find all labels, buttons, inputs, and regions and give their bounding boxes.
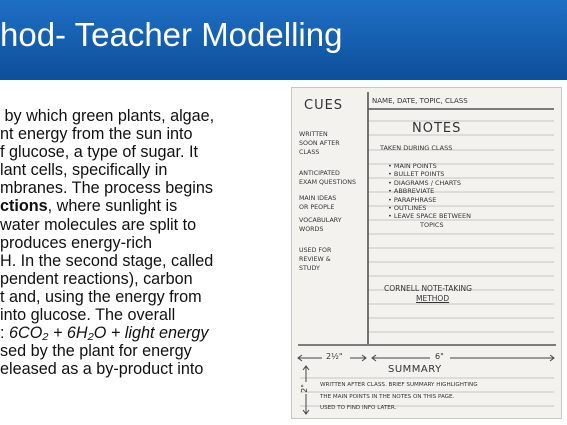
bullet-item: • LEAVE SPACE BETWEEN <box>388 212 471 221</box>
method-subtitle: METHOD <box>416 294 450 303</box>
bullet-item: • MAIN POINTS <box>388 162 437 170</box>
body-line: , where sunlight is <box>47 197 178 216</box>
bullet-item: • BULLET POINTS <box>388 170 445 179</box>
width-dimension-right: 6" <box>435 352 444 361</box>
summary-heading: SUMMARY <box>388 364 442 375</box>
bullet-item: • OUTLINES <box>388 204 427 213</box>
cues-heading: CUES <box>304 98 344 113</box>
width-dimension-left: 2½" <box>326 352 343 361</box>
body-line: H. In the second stage, called <box>0 251 214 270</box>
body-bold-term: ctions <box>0 197 48 216</box>
body-line: mbranes. The process begins <box>0 179 213 198</box>
body-line: water molecules are split to <box>0 215 197 234</box>
notes-bullet-list <box>388 162 471 229</box>
body-line: eleased as a by-product into <box>0 360 204 379</box>
method-title: CORNELL NOTE-TAKING <box>384 284 472 293</box>
taken-during-label: TAKEN DURING CLASS <box>380 144 453 152</box>
notes-heading: NOTES <box>412 121 462 136</box>
body-line: pendent reactions), carbon <box>0 269 193 288</box>
header-label: NAME, DATE, TOPIC, CLASS <box>372 97 468 105</box>
summary-text: WRITTEN AFTER CLASS. BRIEF SUMMARY HIGHLIGHTING THE MAIN POINTS IN THE NOTES ON THIS PAGE. USED TO FIND INFO LATER. <box>320 382 478 411</box>
body-line: produces energy-rich <box>0 233 153 252</box>
body-line: f glucose, a type of sugar. It <box>0 143 198 162</box>
slide-body-text <box>0 107 292 378</box>
height-dimension: 2" <box>299 384 309 393</box>
slide-title: hod- Teacher Modelling <box>0 16 343 53</box>
bullet-item: • ABBREVIATE <box>388 187 435 196</box>
body-line: into glucose. The overall <box>0 306 176 325</box>
body-line: lant cells, specifically in <box>0 161 168 180</box>
body-line: sed by the plant for energy <box>0 342 192 361</box>
body-line: : <box>0 324 9 343</box>
body-line: nt energy from the sun into <box>0 125 193 144</box>
photosynthesis-formula: 6CO₂ + 6H₂O + light energy <box>9 324 209 343</box>
cues-notes: WRITTEN SOON AFTER CLASS ANTICIPATED EXAM QUESTIONS MAIN IDEAS OR PEOPLE VOCABULARY WORDS USED FOR REVIEW & STUDY <box>299 131 356 272</box>
slide-title-bar <box>0 0 567 80</box>
bullet-item: • PARAPHRASE <box>388 195 437 204</box>
bullet-item: • DIAGRAMS / CHARTS <box>388 178 461 187</box>
bullet-item: TOPICS <box>420 220 444 229</box>
cornell-notes-diagram <box>291 87 562 419</box>
body-line: t and, using the energy from <box>0 287 202 306</box>
body-line: by which green plants, algae, <box>0 107 215 125</box>
